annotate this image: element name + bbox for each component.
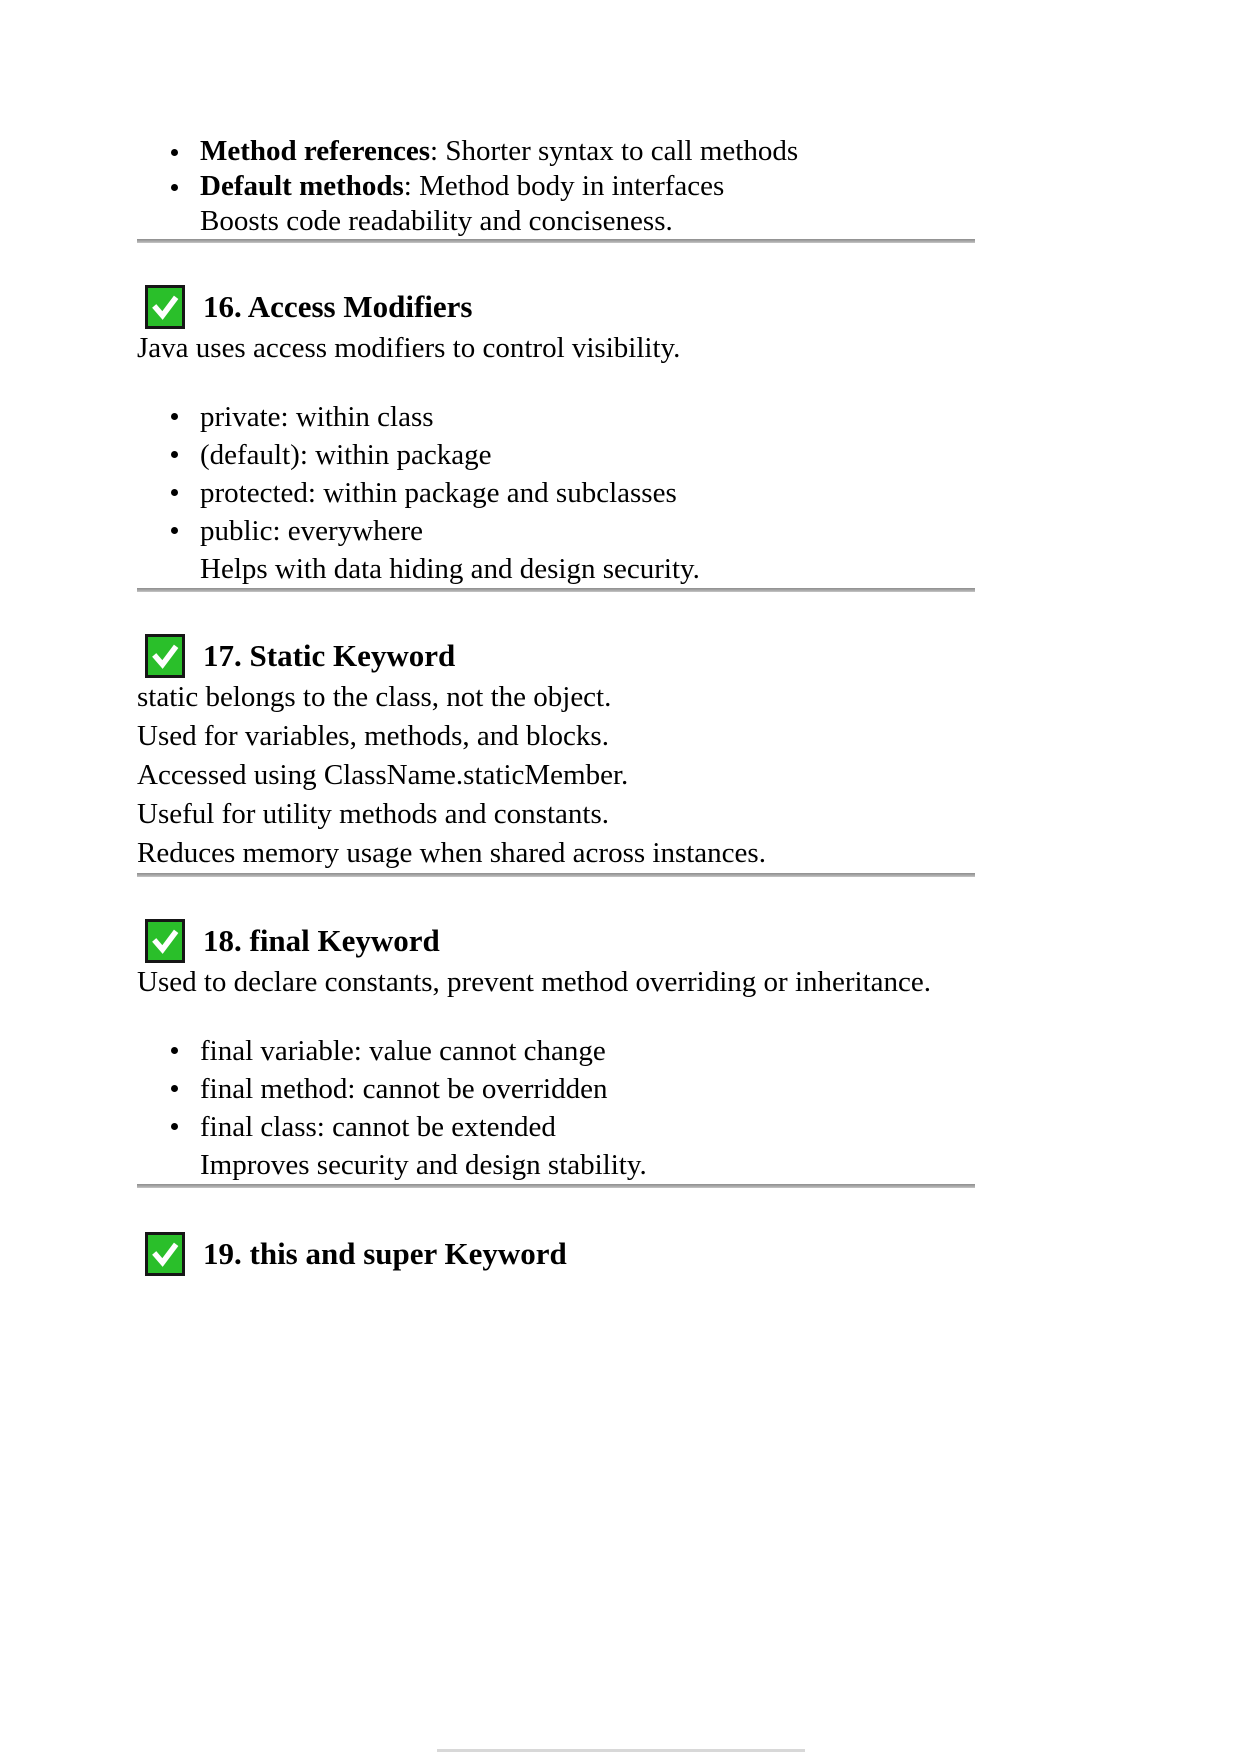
partial-divider-bottom bbox=[437, 1749, 805, 1752]
document-content bbox=[137, 0, 975, 1276]
list-item-text: private: within class bbox=[200, 401, 434, 433]
paragraph-line: Useful for utility methods and constants. bbox=[137, 798, 609, 830]
section-16-intro: Java uses access modifiers to control visibility. bbox=[137, 332, 681, 364]
list-item-text: final variable: value cannot change bbox=[200, 1035, 606, 1067]
list-item-text: public: everywhere bbox=[200, 515, 424, 547]
section-17-heading bbox=[137, 634, 975, 678]
final-keyword-list bbox=[137, 1032, 975, 1184]
list-item-continuation bbox=[137, 550, 975, 588]
list-item-text: Helps with data hiding and design security. bbox=[200, 553, 700, 585]
checked-checkbox-icon bbox=[145, 634, 185, 678]
list-item-text: final class: cannot be extended bbox=[200, 1111, 556, 1143]
list-item-bold-text: Default methods bbox=[200, 170, 404, 202]
section-title: 17. Static Keyword bbox=[203, 638, 456, 673]
intro-bullet-list bbox=[137, 134, 975, 239]
list-item-text: : Shorter syntax to call methods bbox=[430, 135, 799, 167]
list-item-text: (default): within package bbox=[200, 439, 492, 471]
section-19-heading bbox=[137, 1232, 975, 1276]
list-item bbox=[137, 1070, 975, 1108]
list-item-text: Improves security and design stability. bbox=[200, 1149, 647, 1181]
list-item-bold-text: Method references bbox=[200, 135, 431, 167]
list-item bbox=[137, 1108, 975, 1146]
section-title: 16. Access Modifiers bbox=[203, 289, 473, 324]
section-divider bbox=[137, 239, 975, 243]
section-title: 19. this and super Keyword bbox=[203, 1236, 567, 1271]
list-item bbox=[137, 169, 975, 204]
list-item bbox=[137, 474, 975, 512]
section-17-text bbox=[137, 678, 975, 873]
list-item-continuation bbox=[137, 204, 975, 239]
checked-checkbox-icon bbox=[145, 1232, 185, 1276]
list-item bbox=[137, 398, 975, 436]
list-item bbox=[137, 134, 975, 169]
list-item-text: protected: within package and subclasses bbox=[200, 477, 677, 509]
paragraph-line: Accessed using ClassName.staticMember. bbox=[137, 759, 629, 791]
paragraph-line: Used for variables, methods, and blocks. bbox=[137, 720, 609, 752]
checked-checkbox-icon bbox=[145, 919, 185, 963]
list-item-text: : Method body in interfaces bbox=[403, 170, 725, 202]
list-item-continuation bbox=[137, 1146, 975, 1184]
list-item bbox=[137, 512, 975, 550]
list-item-text: final method: cannot be overridden bbox=[200, 1073, 608, 1105]
list-item bbox=[137, 436, 975, 474]
paragraph-line: static belongs to the class, not the object. bbox=[137, 681, 612, 713]
access-modifiers-list bbox=[137, 398, 975, 588]
section-18-intro: Used to declare constants, prevent method overriding or inheritance. bbox=[137, 966, 932, 998]
list-item-text: Boosts code readability and conciseness. bbox=[200, 205, 673, 237]
section-divider bbox=[137, 873, 975, 877]
section-divider bbox=[137, 588, 975, 592]
paragraph-line: Reduces memory usage when shared across instances. bbox=[137, 837, 766, 869]
section-16-heading bbox=[137, 285, 975, 329]
section-title: 18. final Keyword bbox=[203, 923, 440, 958]
section-divider bbox=[137, 1184, 975, 1188]
checked-checkbox-icon bbox=[145, 285, 185, 329]
section-18-heading bbox=[137, 919, 975, 963]
list-item bbox=[137, 1032, 975, 1070]
